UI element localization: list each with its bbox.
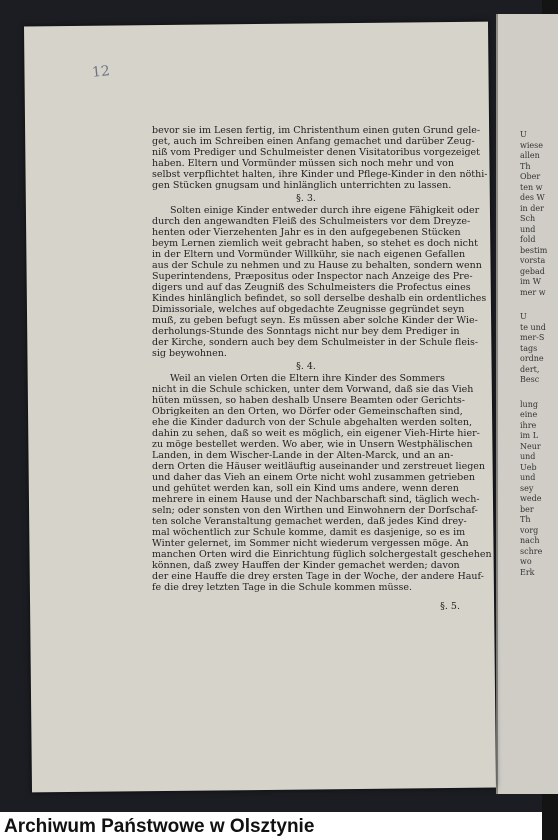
text-line: und gehütet werden kan, soll ein Kind ums andere, wenn deren: [152, 483, 459, 494]
text-line: derholungs-Stunde des Sonntags nicht nur bey dem Prediger in: [152, 326, 460, 337]
text-line: sig beywohnen.: [152, 348, 227, 359]
text-line: digers und auf das Zeugniß des Schulmeisters die Profectus eines: [152, 282, 471, 293]
text-line: bevor sie im Lesen fertig, im Christenthum einen guten Grund gele-: [152, 125, 481, 136]
text-line: Winter gelernet, im Sommer nicht wiederum vergessen möge. An: [152, 538, 469, 549]
margin-line: bestim: [520, 245, 548, 255]
margin-line: und: [520, 224, 536, 234]
facing-page-text: [520, 130, 548, 578]
margin-line: im W: [520, 277, 541, 286]
margin-line: te und: [520, 322, 546, 332]
margin-line: in der: [520, 203, 544, 213]
text-line: aus der Schule zu nehmen und zu Hause zu behalten, sondern wenn: [152, 260, 482, 271]
margin-line: im L: [520, 431, 538, 440]
margin-line: Ueb: [520, 462, 537, 472]
text-line: und daher das Vieh an einem Orte nicht wohl zusammen getrieben: [152, 472, 475, 483]
text-line: get, auch im Schreiben einen Anfang gemachet und darüber Zeug-: [152, 136, 475, 147]
catchword: §. 5.: [440, 601, 460, 612]
text-line: ten solche Veranstaltung gemachet werden, daß jedes Kind drey-: [152, 516, 467, 527]
text-line: können, daß zwey Hauffen der Kinder gemachet werden; davon: [152, 560, 460, 571]
margin-line: U: [520, 130, 527, 139]
text-line: nicht in die Schule schicken, unter dem Vorwand, daß sie das Vieh: [152, 384, 474, 395]
page-text: [152, 125, 492, 612]
margin-line: ordne: [520, 354, 544, 363]
margin-line: wede: [520, 494, 542, 503]
margin-line: Ober: [520, 172, 541, 181]
margin-line: gebad: [520, 266, 545, 276]
text-line: niß vom Prediger und Schulmeister denen Visitatoribus vorgezeiget: [152, 147, 481, 158]
text-line: manchen Orten wird die Einrichtung füglich solchergestalt geschehen: [152, 549, 492, 560]
margin-line: sey: [520, 483, 534, 493]
text-line: gen Stücken gnugsam und hinlänglich unterrichten zu lassen.: [152, 180, 452, 191]
text-line: mehrere in einem Hause und der Nachbarschaft sind, täglich wech-: [152, 494, 480, 505]
text-line: seln; oder sonsten von den Wirthen und Einwohnern der Dorfschaf-: [152, 505, 478, 516]
margin-line: des W: [520, 193, 545, 202]
margin-line: und: [520, 473, 536, 482]
text-line: selbst verpflichtet halten, ihre Kinder und Pflege-Kinder in den nöthi-: [152, 169, 488, 180]
text-line: Weil an vielen Orten die Eltern ihre Kinder des Sommers: [170, 373, 445, 384]
text-line: ehe die Kinder dadurch von der Schule abgehalten werden solten,: [152, 417, 473, 428]
page-number-handwritten: 12: [91, 63, 111, 81]
text-line: Landen, in dem Wischer-Lande in der Alten-Marck, und an an-: [152, 450, 454, 461]
text-line: muß, zu geben befugt seyn. Es müssen aber solche Kinder der Wie-: [152, 315, 478, 326]
margin-line: schre: [520, 546, 543, 556]
text-line: der Kirche, sondern auch bey dem Schulmeister in der Schule fleis-: [152, 337, 479, 348]
margin-line: wo: [520, 557, 532, 566]
margin-line: Th: [520, 515, 531, 524]
margin-line: fold: [520, 235, 536, 244]
text-line: dahin zu sehen, daß so weit es möglich, ein eigener Vieh-Hirte hier-: [152, 428, 480, 439]
margin-line: und: [520, 452, 536, 461]
text-line: in der Eltern und Vormünder Willkühr, sie nach eigenen Gefallen: [152, 249, 466, 260]
section-4-heading: §. 4.: [296, 361, 316, 372]
archive-footer: [0, 812, 542, 840]
margin-line: Th: [520, 161, 531, 171]
margin-line: Besc: [520, 375, 540, 384]
margin-gap: [520, 298, 542, 312]
text-line: Superintendens, Præpositus oder Inspector nach Anzeige des Pre-: [152, 271, 473, 282]
text-line: Solten einige Kinder entweder durch ihre eigene Fähigkeit oder: [170, 205, 480, 216]
margin-line: Erk: [520, 567, 535, 577]
margin-line: mer-S: [520, 333, 545, 342]
text-line: Kindes hinlänglich befindet, so soll derselbe deshalb ein ordentliches: [152, 293, 487, 304]
text-line: beym Lernen ziemlich weit gebracht haben, so stehet es doch nicht: [152, 238, 478, 249]
margin-line: wiese: [520, 140, 543, 150]
text-line: haben. Eltern und Vormünder müssen sich noch mehr und von: [152, 158, 454, 169]
text-line: zu möge bestellet werden. Wo aber, wie in Unsern Westphälischen: [152, 439, 473, 450]
margin-line: Sch: [520, 214, 536, 223]
text-line: Dimissoriale, welches auf obgedachte Zeugnisse gegründet seyn: [152, 304, 465, 315]
section-3-heading: §. 3.: [296, 193, 316, 204]
margin-line: allen: [520, 151, 540, 160]
text-line: der eine Hauffe die drey ersten Tage in der Woche, der andere Hauf-: [152, 571, 484, 582]
margin-line: tags: [520, 343, 538, 353]
margin-line: ten w: [520, 182, 543, 192]
text-line: hüten müssen, so haben deshalb Unsere Beamten oder Gerichts-: [152, 395, 465, 406]
text-line: durch den angewandten Fleiß des Schulmeisters vor dem Dreyze-: [152, 216, 471, 227]
margin-line: mer w: [520, 287, 546, 297]
text-line: henten oder Vierzehenten Jahr es in den aufgegebenen Stücken: [152, 227, 461, 238]
text-line: Obrigkeiten an den Orten, wo Dörfer oder Gemeinschaften sind,: [152, 406, 463, 417]
margin-line: Neur: [520, 441, 541, 451]
margin-line: eine: [520, 410, 538, 419]
margin-line: ber: [520, 504, 534, 514]
margin-line: lung: [520, 399, 538, 409]
margin-line: vorsta: [520, 256, 546, 265]
archive-name: Archiwum Państwowe w Olsztynie: [4, 816, 315, 837]
margin-line: dert,: [520, 364, 540, 374]
margin-line: vorg: [520, 525, 539, 535]
margin-line: nach: [520, 536, 540, 545]
text-line: dern Orten die Häuser weitläuftig auseinander und zerstreuet liegen: [152, 461, 486, 472]
margin-gap: [520, 386, 542, 400]
margin-line: U: [520, 312, 527, 321]
text-line: mal wöchentlich zur Schule komme, damit es dasjenige, so es im: [152, 527, 466, 538]
margin-line: ihre: [520, 420, 537, 430]
text-line: fe die drey letzten Tage in die Schule kommen müsse.: [152, 582, 413, 593]
